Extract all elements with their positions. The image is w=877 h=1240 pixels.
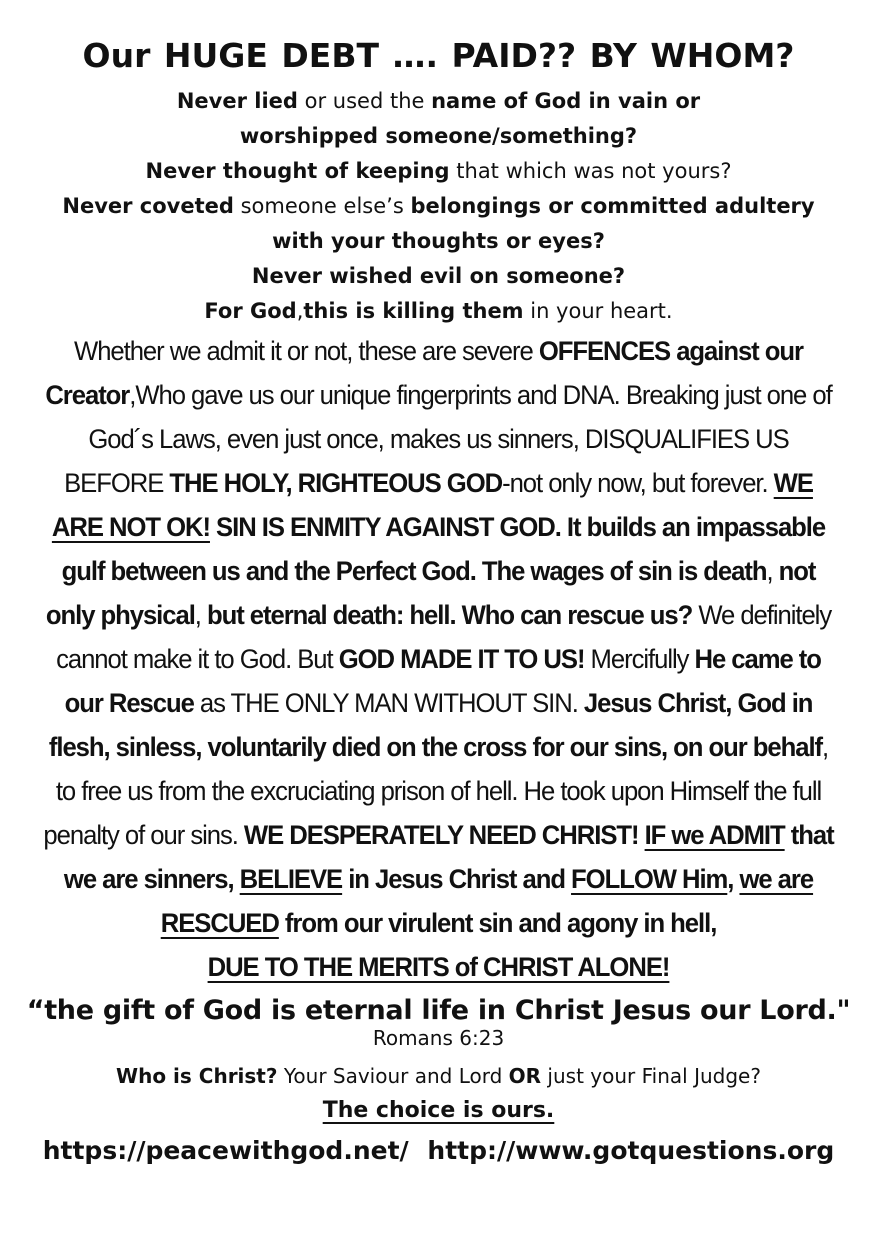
body-bold: He came to our Rescue [64, 644, 821, 718]
main-paragraph [39, 329, 838, 989]
body-text: , [766, 556, 779, 586]
question-line [18, 189, 859, 224]
body-underlined: WE ARE NOT OK! [51, 468, 813, 542]
body-bold: GOD MADE IT TO US! [338, 644, 585, 674]
body-bold: Jesus Christ, God in flesh, sinless, voluntarily died on the cross for our sins, on our behalf [48, 688, 823, 762]
question-text: that which was not yours? [449, 159, 732, 183]
body-text: Mercifully [584, 644, 695, 674]
bible-reference: Romans 6:23 [372, 1026, 505, 1050]
body-bold: OFFENCES against our Creator [45, 336, 803, 410]
question-bold: this is killing them [303, 299, 524, 323]
question-line: with your thoughts or eyes? [272, 229, 605, 253]
question-text: someone else’s [233, 194, 411, 218]
body-text: -not only now, but forever. [502, 468, 774, 498]
who-text: just your Final Judge? [541, 1064, 761, 1088]
body-underlined: FOLLOW Him [571, 864, 728, 894]
who-is-christ-line [18, 1059, 859, 1093]
body-bold: not only physical [45, 556, 816, 630]
question-bold: belongings or committed adultery [410, 194, 815, 218]
body-text: , [194, 600, 207, 630]
body-underlined: DUE TO THE MERITS of CHRIST ALONE! [207, 952, 670, 982]
body-bold: that we are sinners, [63, 820, 834, 894]
question-bold: Never lied [176, 89, 298, 113]
link-gotquestions[interactable]: http://www.gotquestions.org [427, 1136, 835, 1165]
questions-block [18, 84, 859, 329]
who-bold: OR [508, 1064, 542, 1088]
choice-text: The choice is ours. [322, 1098, 555, 1123]
who-bold: Who is Christ? [116, 1064, 278, 1088]
page-title: Our HUGE DEBT …. PAID?? BY WHOM? [82, 36, 795, 75]
body-text: We definitely cannot make it to God. But [56, 600, 832, 674]
question-bold: name of God in vain or [431, 89, 701, 113]
body-bold: but eternal death: hell. Who can rescue us? [206, 600, 693, 630]
body-text: Whether we admit it or not, these are severe [74, 336, 539, 366]
website-links [18, 1131, 859, 1171]
link-peacewithgod[interactable]: https://peacewithgod.net/ [42, 1136, 409, 1165]
question-text: , [296, 299, 304, 323]
question-bold: For God [204, 299, 297, 323]
body-underlined: BELIEVE [239, 864, 343, 894]
question-line: worshipped someone/something? [239, 124, 638, 148]
question-line [18, 84, 859, 119]
body-bold: THE HOLY, RIGHTEOUS GOD [169, 468, 503, 498]
question-text: or used the [297, 89, 432, 113]
body-bold: WE DESPERATELY NEED CHRIST! [243, 820, 645, 850]
question-line [18, 294, 859, 329]
bible-quote: “the gift of God is eternal life in Christ Jesus our Lord." [26, 995, 851, 1026]
question-bold: Never thought of keeping [145, 159, 450, 183]
body-text: as THE ONLY MAN WITHOUT SIN. [193, 688, 584, 718]
question-line: Never wished evil on someone? [251, 264, 626, 288]
question-line [18, 154, 859, 189]
body-bold: , [727, 864, 740, 894]
question-bold: Never coveted [62, 194, 234, 218]
choice-line [18, 1093, 859, 1129]
body-bold: in Jesus Christ and [342, 864, 572, 894]
body-text: , to free us from the excruciating prison of hell. He took upon Himself the full penalty of our sins. [43, 732, 829, 850]
body-underlined: we are RESCUED [160, 864, 814, 938]
question-text: in your heart. [523, 299, 673, 323]
body-text: ,Who gave us our unique fingerprints and DNA. Breaking just one of God´s Laws, even just once, makes us sinners, DISQUALIFIES US BEFORE [64, 380, 832, 498]
who-text: Your Saviour and Lord [277, 1064, 509, 1088]
body-bold: from our virulent sin and agony in hell, [278, 908, 717, 938]
body-bold: SIN IS ENMITY AGAINST GOD. It builds an impassable gulf between us and the Perfect God. The wages of sin is death [61, 512, 826, 586]
body-underlined: IF we ADMIT [644, 820, 785, 850]
